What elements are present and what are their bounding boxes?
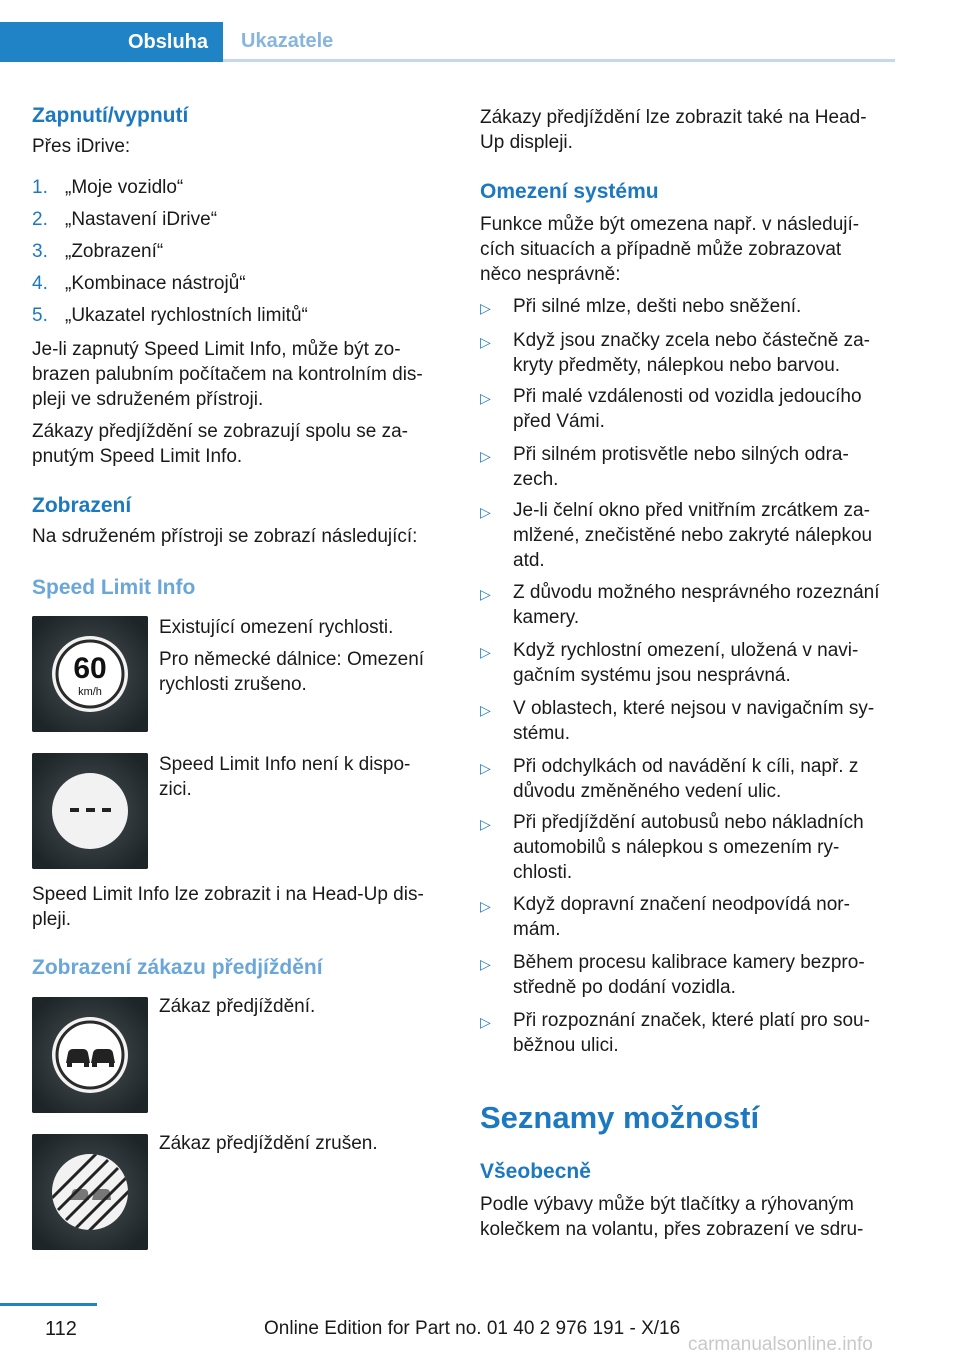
step-text: „Moje vozidlo“ [65, 177, 184, 198]
list-item-text [513, 294, 801, 319]
text-line: Při rozpoznání značek, které platí pro sou‐ [513, 1010, 870, 1031]
step-number: 2. [32, 209, 48, 230]
text-line: Zákazy předjíždění lze zobrazit také na Head- [480, 107, 867, 128]
text-line: mlžené, znečistěné nebo zakryté nálepkou [513, 525, 873, 546]
paragraph-na-sdruzenem: Na sdruženém přístroji se zobrazí následující: [32, 526, 418, 547]
list-item-text [513, 638, 858, 688]
paragraph-pres-idrive: Přes iDrive: [32, 136, 131, 157]
text-line: Při odchylkách od navádění k cíli, např. z [513, 756, 859, 777]
text-line: Podle výbavy může být tlačítky a rýhovaným [480, 1194, 854, 1215]
text-line: Z důvodu možného nesprávného rozeznání [513, 582, 880, 603]
bullet-triangle-icon: ▷ [480, 816, 491, 832]
bullet-triangle-icon: ▷ [480, 1014, 491, 1030]
paragraph-funkce [480, 212, 859, 287]
text-line: Je-li čelní okno před vnitřním zrcátkem za‐ [513, 500, 870, 521]
bullet-triangle-icon: ▷ [480, 956, 491, 972]
heading-zapnuti-vypnuti: Zapnutí/vypnutí [32, 104, 189, 127]
bullet-triangle-icon: ▷ [480, 760, 491, 776]
step-text: „Nastavení iDrive“ [65, 209, 218, 230]
text-line: Během procesu kalibrace kamery bezpro‐ [513, 952, 865, 973]
text-line: Když rychlostní omezení, uložená v navi‐ [513, 640, 859, 661]
paragraph-podle-vybavy [480, 1192, 863, 1242]
edition-footer: Online Edition for Part no. 01 40 2 976 191 - X/16 [264, 1318, 681, 1339]
list-item-text [513, 384, 862, 434]
watermark: carmanualsonline.info [688, 1334, 873, 1355]
text-line: Při malé vzdálenosti od vozidla jedoucího [513, 386, 862, 407]
text-line: Při předjíždění autobusů nebo nákladních [513, 812, 864, 833]
text-line: před Vámi. [513, 411, 605, 432]
step-text: „Zobrazení“ [65, 241, 164, 262]
heading-seznamy-moznosti: Seznamy možností [480, 1100, 760, 1135]
paragraph-zakazy [32, 419, 408, 469]
step-number: 1. [32, 177, 48, 198]
tab-obsluha[interactable] [0, 22, 223, 62]
bullet-triangle-icon: ▷ [480, 390, 491, 406]
list-item-text [513, 696, 874, 746]
heading-speed-limit-info: Speed Limit Info [32, 576, 196, 599]
text-line: Pro německé dálnice: Omezení [159, 649, 425, 670]
bullet-triangle-icon: ▷ [480, 300, 491, 316]
heading-zobrazeni: Zobrazení [32, 494, 132, 517]
text-line: něco nesprávně: [480, 264, 621, 285]
bullet-triangle-icon: ▷ [480, 644, 491, 660]
text-line: Je-li zapnutý Speed Limit Info, může být zo‐ [32, 339, 401, 360]
bullet-triangle-icon: ▷ [480, 334, 491, 350]
text-line: kamery. [513, 607, 580, 628]
step-number: 3. [32, 241, 48, 262]
text-line: Speed Limit Info není k dispo‐ [159, 754, 411, 775]
text-line: stému. [513, 723, 571, 744]
text-line: pnutým Speed Limit Info. [32, 446, 243, 467]
step-text: „Kombinace nástrojů“ [65, 273, 246, 294]
text-line: Speed Limit Info lze zobrazit i na Head-Up dis‐ [32, 884, 424, 905]
text-line: zici. [159, 779, 192, 800]
list-item-text [513, 892, 850, 942]
text-line: Při silné mlze, dešti nebo sněžení. [513, 296, 802, 317]
list-item-text [513, 810, 864, 885]
tab-ukazatele[interactable] [223, 22, 895, 62]
sign-speed-unit: km/h [78, 686, 102, 698]
sign4-description: Zákaz předjíždění zrušen. [159, 1133, 378, 1154]
text-line: V oblastech, které nejsou v navigačním sy‐ [513, 698, 875, 719]
sign-speed-value: 60 [73, 652, 107, 685]
text-line: Up displeji. [480, 132, 573, 153]
tab-ukazatele-label: Ukazatele [241, 30, 334, 52]
text-line: automobilů s nálepkou s omezením ry‐ [513, 837, 840, 858]
bullet-triangle-icon: ▷ [480, 702, 491, 718]
text-line: Při silném protisvětle nebo silných odra‐ [513, 444, 849, 465]
sign2-description [159, 752, 410, 802]
text-line: Když dopravní značení neodpovídá nor‐ [513, 894, 850, 915]
paragraph-zakazy-head-up [480, 105, 867, 155]
paragraph-head-up [32, 882, 424, 932]
tab-obsluha-label: Obsluha [128, 31, 209, 53]
page-number-rule [0, 1303, 97, 1306]
list-item-text [513, 754, 858, 804]
text-line: chlosti. [513, 862, 573, 883]
page-number: 112 [45, 1318, 77, 1340]
text-line: brazen palubním počítačem na kontrolním dis‐ [32, 364, 423, 385]
text-line: atd. [513, 550, 545, 571]
speed-limit-60-sign-icon [32, 616, 148, 732]
sign1-description [159, 615, 424, 697]
sign3-description: Zákaz předjíždění. [159, 996, 316, 1017]
text-line: kryty předměty, nálepkou nebo barvou. [513, 355, 841, 376]
text-line: středně po dodání vozidla. [513, 977, 736, 998]
bullet-triangle-icon: ▷ [480, 898, 491, 914]
end-no-overtaking-sign-icon [32, 1134, 148, 1250]
heading-zobrazeni-zakazu: Zobrazení zákazu předjíždění [32, 956, 323, 979]
text-line: důvodu změněného vedení ulic. [513, 781, 782, 802]
list-item-text [513, 442, 849, 492]
list-item-text [513, 580, 880, 630]
paragraph-speed-limit-info [32, 337, 423, 412]
text-line: běžnou ulici. [513, 1035, 619, 1056]
bullet-triangle-icon: ▷ [480, 504, 491, 520]
text-line: rychlosti zrušeno. [159, 674, 307, 695]
text-line: Existující omezení rychlosti. [159, 617, 394, 638]
bullet-triangle-icon: ▷ [480, 448, 491, 464]
text-line: zech. [513, 469, 559, 490]
step-number: 5. [32, 305, 48, 326]
text-line: kolečkem na volantu, přes zobrazení ve sdru‐ [480, 1219, 864, 1240]
text-line: mám. [513, 919, 561, 940]
text-line: gačním systému jsou nesprávná. [513, 665, 791, 686]
text-line: Zákazy předjíždění se zobrazují spolu se za‐ [32, 421, 408, 442]
speed-limit-unavailable-sign-icon [32, 753, 148, 869]
list-item-text [513, 950, 865, 1000]
bullet-triangle-icon: ▷ [480, 586, 491, 602]
list-item-text [513, 498, 872, 573]
text-line: cích situacích a případně může zobrazovat [480, 239, 842, 260]
list-item-text [513, 328, 870, 378]
text-line: pleji ve sdruženém přístroji. [32, 389, 264, 410]
step-text: „Ukazatel rychlostních limitů“ [65, 305, 308, 326]
text-line: Funkce může být omezena např. v následují‐ [480, 214, 860, 235]
heading-omezeni-systemu: Omezení systému [480, 180, 659, 203]
list-item-text [513, 1008, 870, 1058]
text-line: pleji. [32, 909, 72, 930]
step-number: 4. [32, 273, 48, 294]
header-tabs [0, 0, 895, 62]
heading-vseobecne: Všeobecně [480, 1160, 591, 1183]
text-line: Když jsou značky zcela nebo částečně za‐ [513, 330, 870, 351]
no-overtaking-sign-icon [32, 997, 148, 1113]
